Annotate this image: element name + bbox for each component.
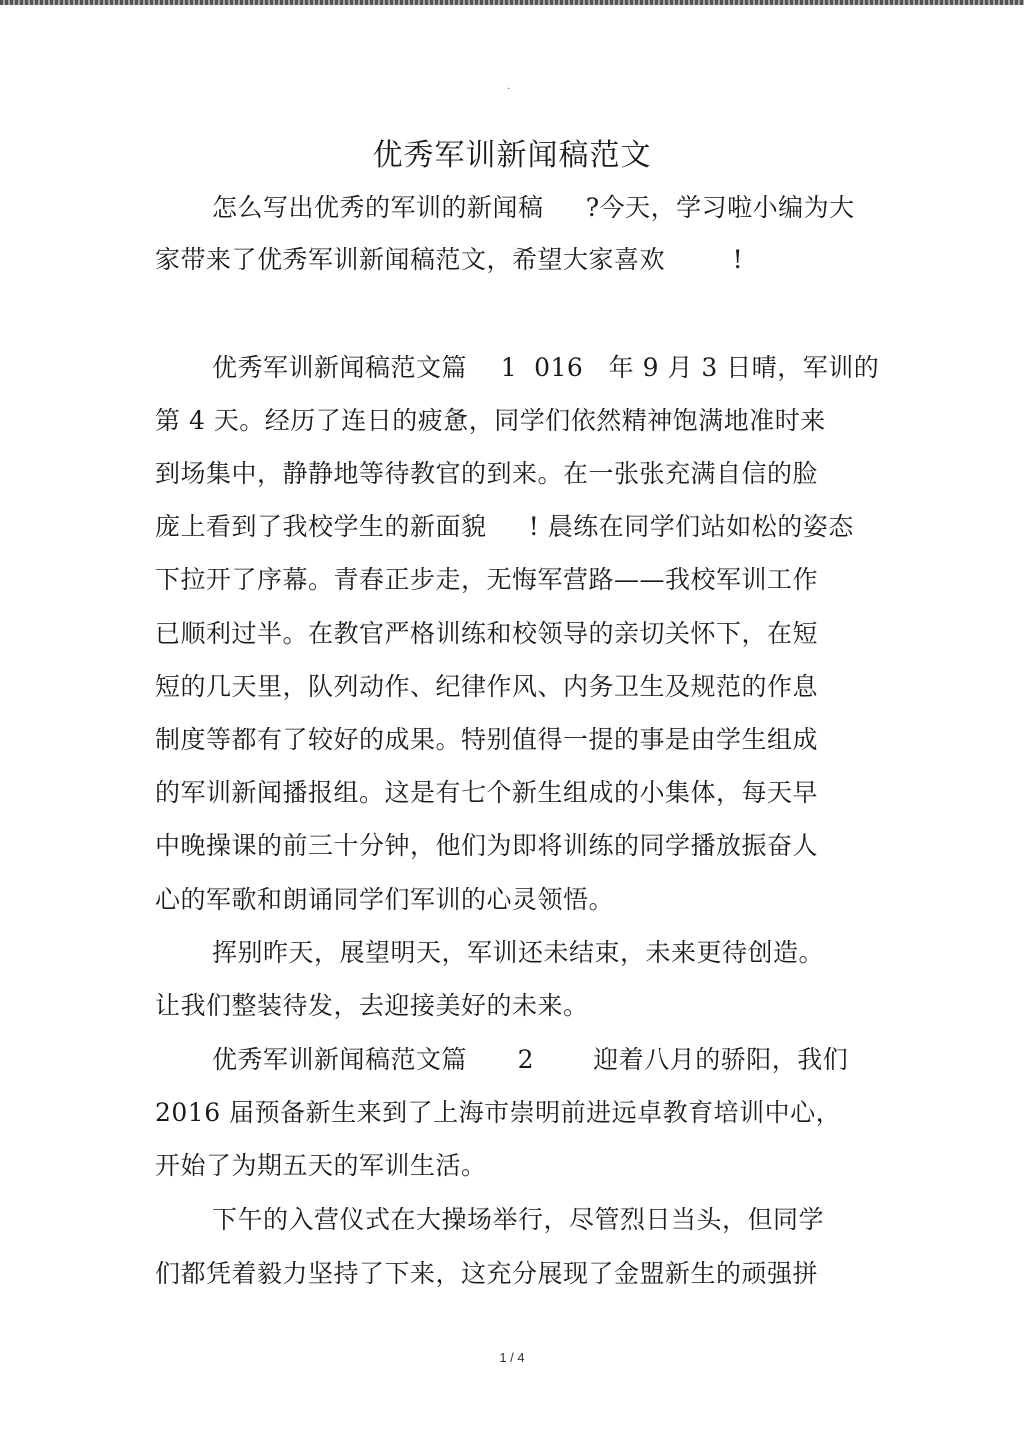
page-top-border <box>0 0 1024 5</box>
paragraph-line: 优秀军训新闻稿范文篇 1 016 年 9 月 3 日晴，军训的 <box>212 353 880 382</box>
paragraph-line: 庞上看到了我校学生的新面貌 ! 晨练在同学们站如松的姿态 <box>155 512 854 541</box>
page-number: 1 / 4 <box>499 1350 525 1365</box>
paragraph-line: 下拉开了序幕。青春正步走，无悔军营路——我校军训工作 <box>155 565 819 594</box>
document-title: 优秀军训新闻稿范文 <box>372 138 652 173</box>
paragraph-line: 开始了为期五天的军训生活。 <box>155 1151 487 1180</box>
paragraph-line: 挥别昨天，展望明天，军训还未结束，未来更待创造。 <box>212 938 825 967</box>
paragraph-line: 们都凭着毅力坚持了下来，这充分展现了金盟新生的顽强拼 <box>155 1259 819 1288</box>
paragraph-line: 中晚操课的前三十分钟，他们为即将训练的同学播放振奋人 <box>155 831 819 860</box>
paragraph-line: 2016 届预备新生来到了上海市崇明前进远卓教育培训中心， <box>155 1098 842 1127</box>
paragraph-line: 下午的入营仪式在大操场举行，尽管烈日当头，但同学 <box>212 1205 825 1234</box>
paragraph-line: 优秀军训新闻稿范文篇 2 迎着八月的骄阳，我们 <box>212 1045 849 1074</box>
paragraph-line: 已顺利过半。在教官严格训练和校领导的亲切关怀下，在短 <box>155 619 819 648</box>
paragraph-line: 制度等都有了较好的成果。特别值得一提的事是由学生组成 <box>155 725 819 754</box>
paragraph-line: 怎么写出优秀的军训的新闻稿 ?今天，学习啦小编为大 <box>212 193 855 222</box>
paragraph-line: 的军训新闻播报组。这是有七个新生组成的小集体，每天早 <box>155 778 819 807</box>
paragraph-line: 让我们整装待发，去迎接美好的未来。 <box>155 991 589 1020</box>
header-mark: · <box>507 84 511 95</box>
paragraph-line: 短的几天里，队列动作、纪律作风、内务卫生及规范的作息 <box>155 672 819 701</box>
paragraph-line: 到场集中，静静地等待教官的到来。在一张张充满自信的脸 <box>155 459 819 488</box>
paragraph-line: 家带来了优秀军训新闻稿范文，希望大家喜欢 ! <box>155 245 744 274</box>
paragraph-line: 第 4 天。经历了连日的疲惫，同学们依然精神饱满地准时来 <box>155 406 826 435</box>
paragraph-line: 心的军歌和朗诵同学们军训的心灵领悟。 <box>155 885 615 914</box>
